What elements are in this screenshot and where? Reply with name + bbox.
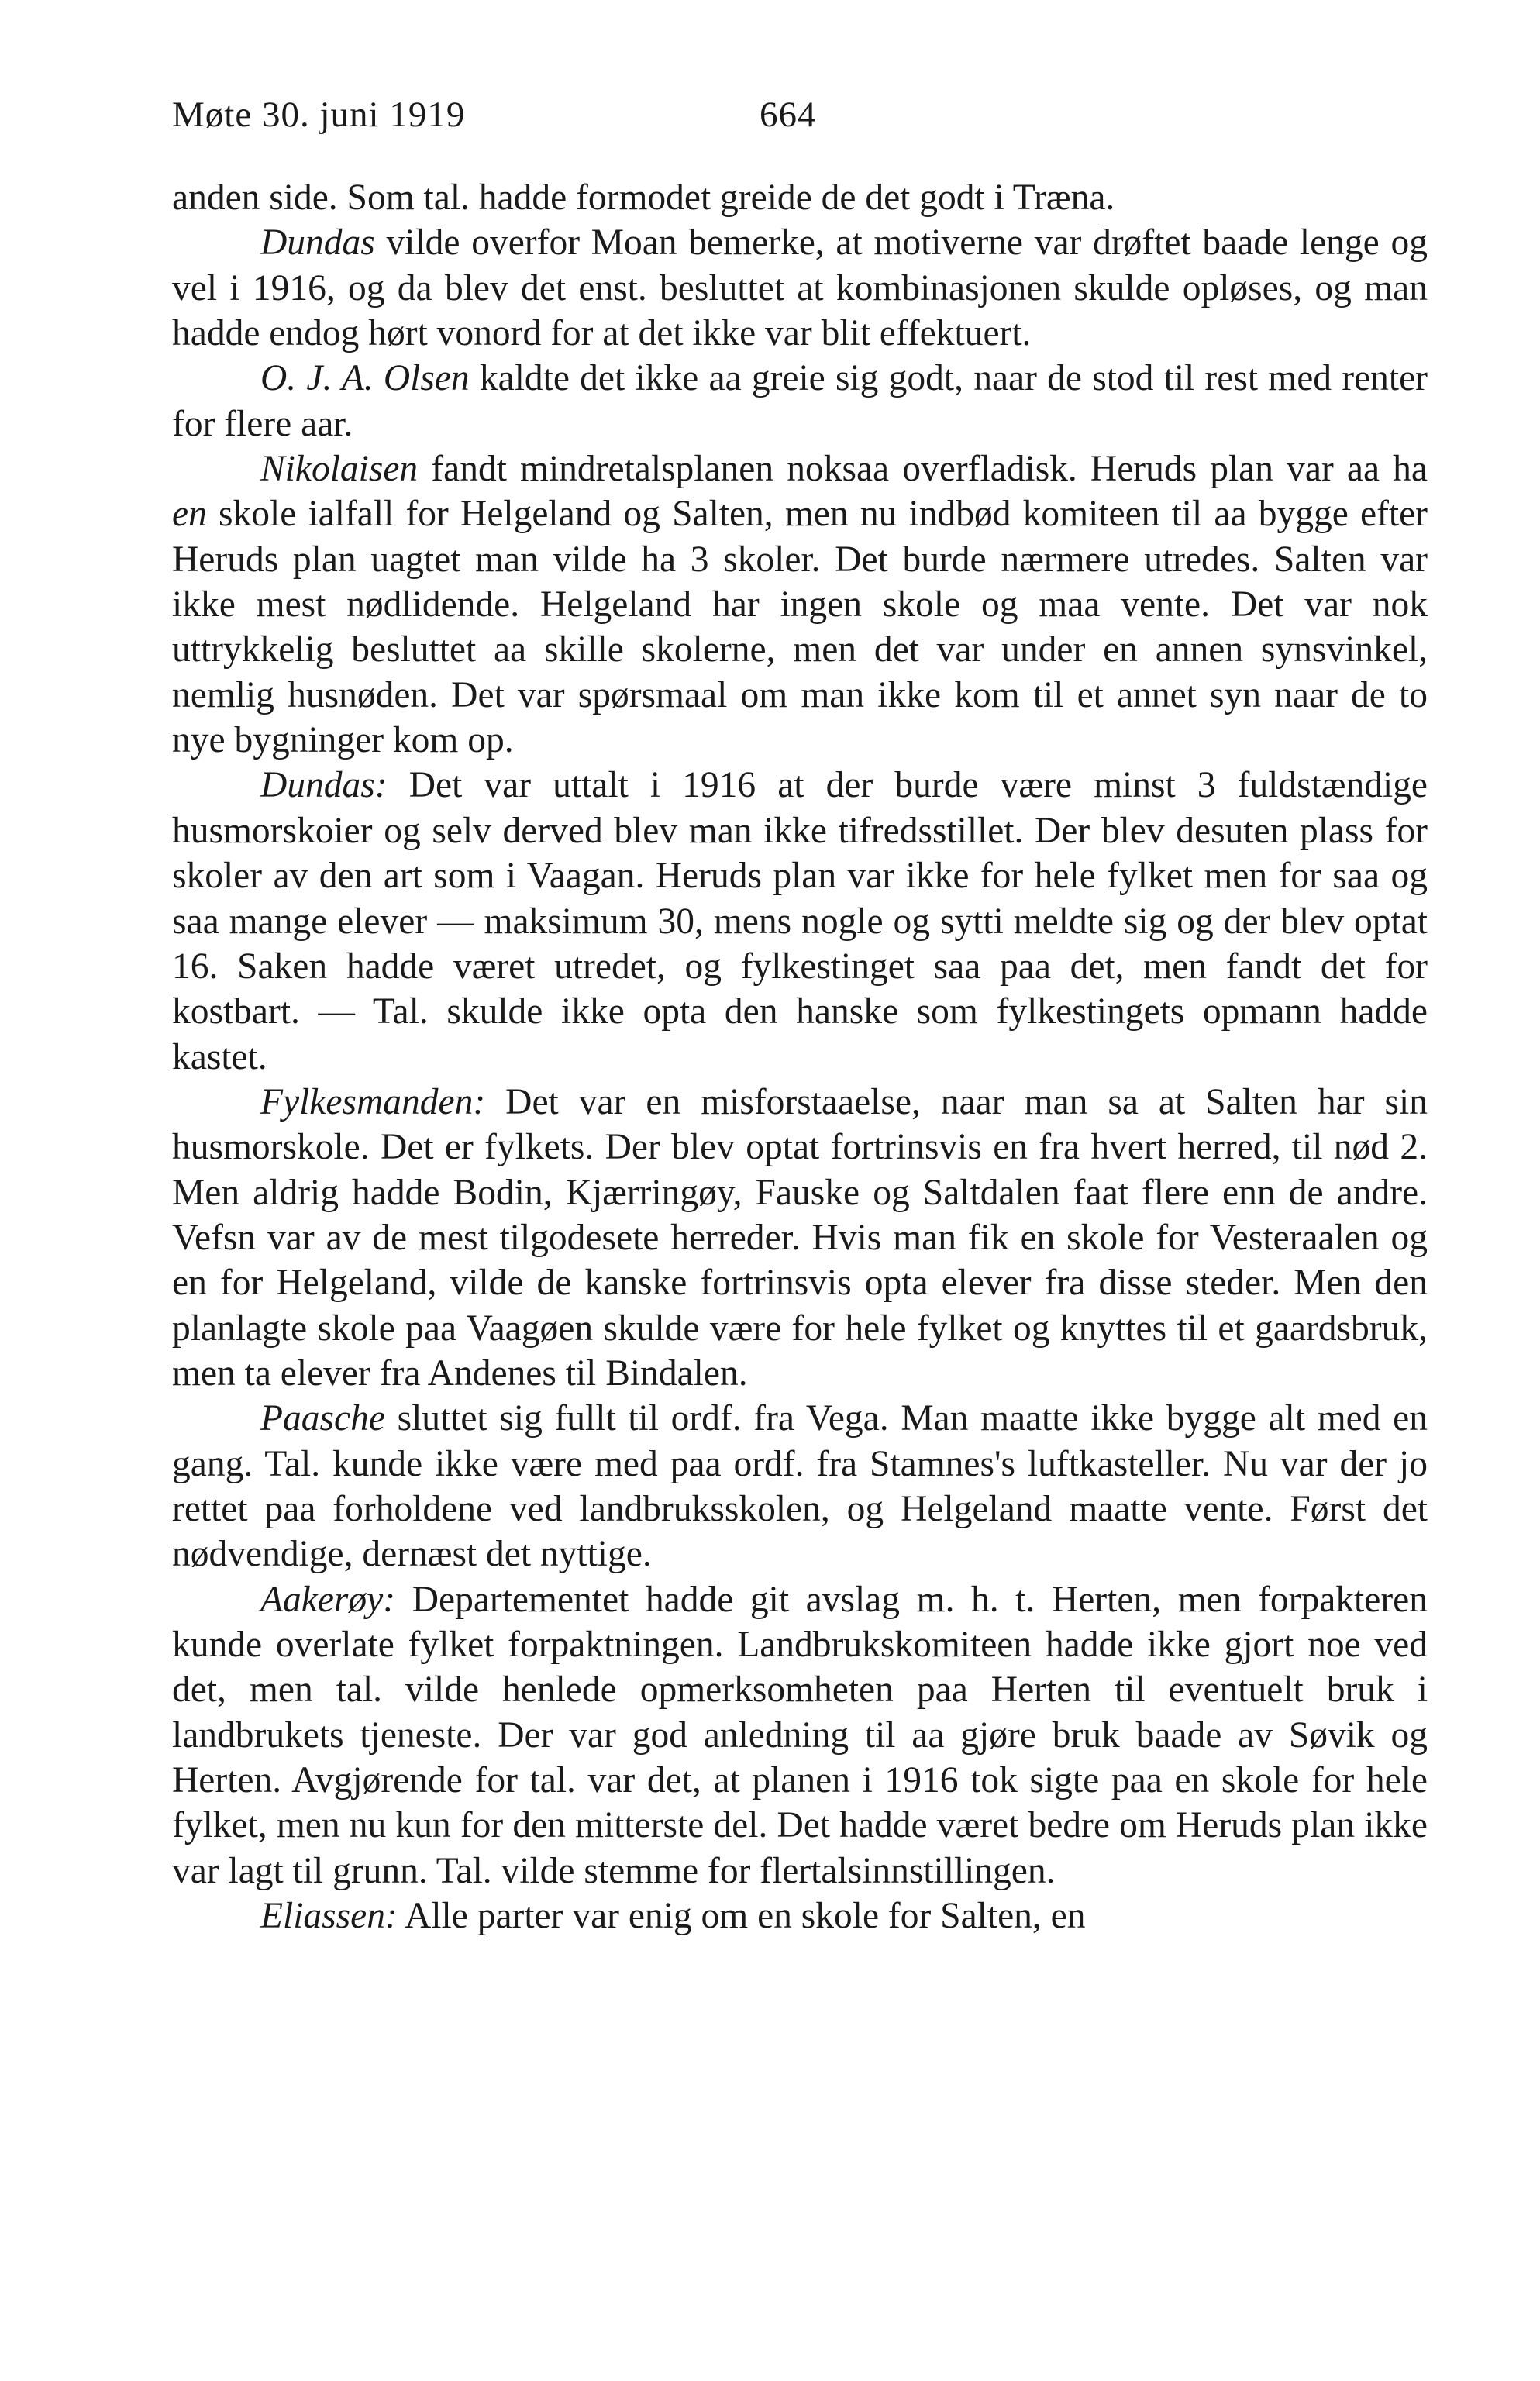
paragraph-text: Departementet hadde git avslag m. h. t. Herten, men forpakteren kunde overlate fylket forpaktningen. Landbrukskomiteen hadde ikke gjort noe ved det, men tal. vilde henlede opmerksomheten paa Herten til eventuelt bruk i landbrukets tjeneste. Der var god anledning til aa gjøre bruk baade av Søvik og Herten. Avgjørende for tal. var det, at planen i 1916 tok sigte paa en skole for hele fylket, men nu kun for den mitterste del. Det hadde været bedre om Heruds plan ikke var lagt til grunn. Tal. vilde stemme for flertalsinnstillingen. — [172, 1579, 1428, 1891]
speaker-name: Dundas — [260, 222, 375, 264]
paragraph-text: anden side. Som tal. hadde formodet greide de det godt i Træna. — [172, 177, 1115, 218]
paragraph-text: fandt mindretalsplanen noksaa overfladisk. Heruds plan var aa ha — [418, 449, 1428, 490]
paragraph-text: skole ialfall for Helgeland og Salten, men nu indbød komiteen til aa bygge efter Heruds plan uagtet man vilde ha 3 skoler. Det burde nærmere utredes. Salten var ikke mest nødlidende. Helgeland har ingen skole og maa vente. Det var nok uttrykkelig besluttet aa skille skolerne, men det var under en annen synsvinkel, nemlig husnøden. Det var spørsmaal om man ikke kom til et annet syn naar de to nye bygninger kom op. — [172, 494, 1428, 761]
emphasized-word: en — [172, 494, 207, 535]
paragraph-text: Alle parter var enig om en skole for Salten, en — [397, 1896, 1086, 1937]
paragraph-text: sluttet sig fullt til ordf. fra Vega. Man maatte ikke bygge alt med en gang. Tal. kunde ikke være med paa ordf. fra Stamnes's luftkasteller. Nu var der jo rettet paa forholdene ved landbruksskolen, og Helgeland maatte vente. Først det nødvendige, dernæst det nyttige. — [172, 1398, 1428, 1575]
speaker-name: Fylkesmanden: — [260, 1081, 486, 1122]
paragraph-5 — [172, 763, 1428, 1079]
paragraph-9 — [172, 1893, 1428, 1938]
paragraph-8 — [172, 1577, 1428, 1893]
paragraph-1 — [172, 175, 1428, 220]
speaker-name: Dundas: — [260, 765, 388, 806]
paragraph-2 — [172, 220, 1428, 356]
speaker-name: O. J. A. Olsen — [260, 358, 470, 399]
running-head — [172, 91, 1428, 138]
paragraph-text: vilde overfor Moan bemerke, at motiverne var drøftet baade lenge og vel i 1916, og da blev det enst. besluttet at kombinasjonen skulde opløses, og man hadde endog hørt vonord for at det ikke var blit effektuert. — [172, 222, 1428, 354]
speaker-name: Nikolaisen — [260, 449, 419, 490]
body-text — [172, 175, 1428, 1938]
paragraph-7 — [172, 1396, 1428, 1576]
paragraph-3 — [172, 356, 1428, 446]
speaker-name: Aakerøy: — [260, 1579, 396, 1620]
page-number: 664 — [760, 95, 817, 135]
speaker-name: Eliassen: — [260, 1896, 398, 1937]
speaker-name: Paasche — [260, 1398, 385, 1439]
paragraph-6 — [172, 1080, 1428, 1396]
page-title: Møte 30. juni 1919 — [172, 95, 466, 135]
paragraph-text: kaldte det ikke aa greie sig godt, naar de stod til rest med renter for flere aar. — [172, 358, 1428, 444]
paragraph-text: Det var uttalt i 1916 at der burde være minst 3 fuldstændige husmorskoier og selv derved blev man ikke tifredsstillet. Der blev desuten plass for skoler av den art som i Vaagan. Heruds plan var ikke for hele fylket men for saa og saa mange elever — maksimum 30, mens nogle og sytti meldte sig og der blev optat 16. Saken hadde været utredet, og fylkestinget saa paa det, men fandt det for kostbart. — Tal. skulde ikke opta den hanske som fylkestingets opmann hadde kastet. — [172, 765, 1428, 1077]
paragraph-text: Det var en misforstaaelse, naar man sa at Salten har sin husmorskole. Det er fylkets. Der blev optat fortrinsvis en fra hvert herred, til nød 2. Men aldrig hadde Bodin, Kjærringøy, Fauske og Saltdalen faat flere enn de andre. Vefsn var av de mest tilgodesete herreder. Hvis man fik en skole for Vesteraalen og en for Helgeland, vilde de kanske fortrinsvis opta elever fra disse steder. Men den planlagte skole paa Vaagøen skulde være for hele fylket og knyttes til et gaardsbruk, men ta elever fra Andenes til Bindalen. — [172, 1081, 1428, 1394]
paragraph-4 — [172, 446, 1428, 763]
